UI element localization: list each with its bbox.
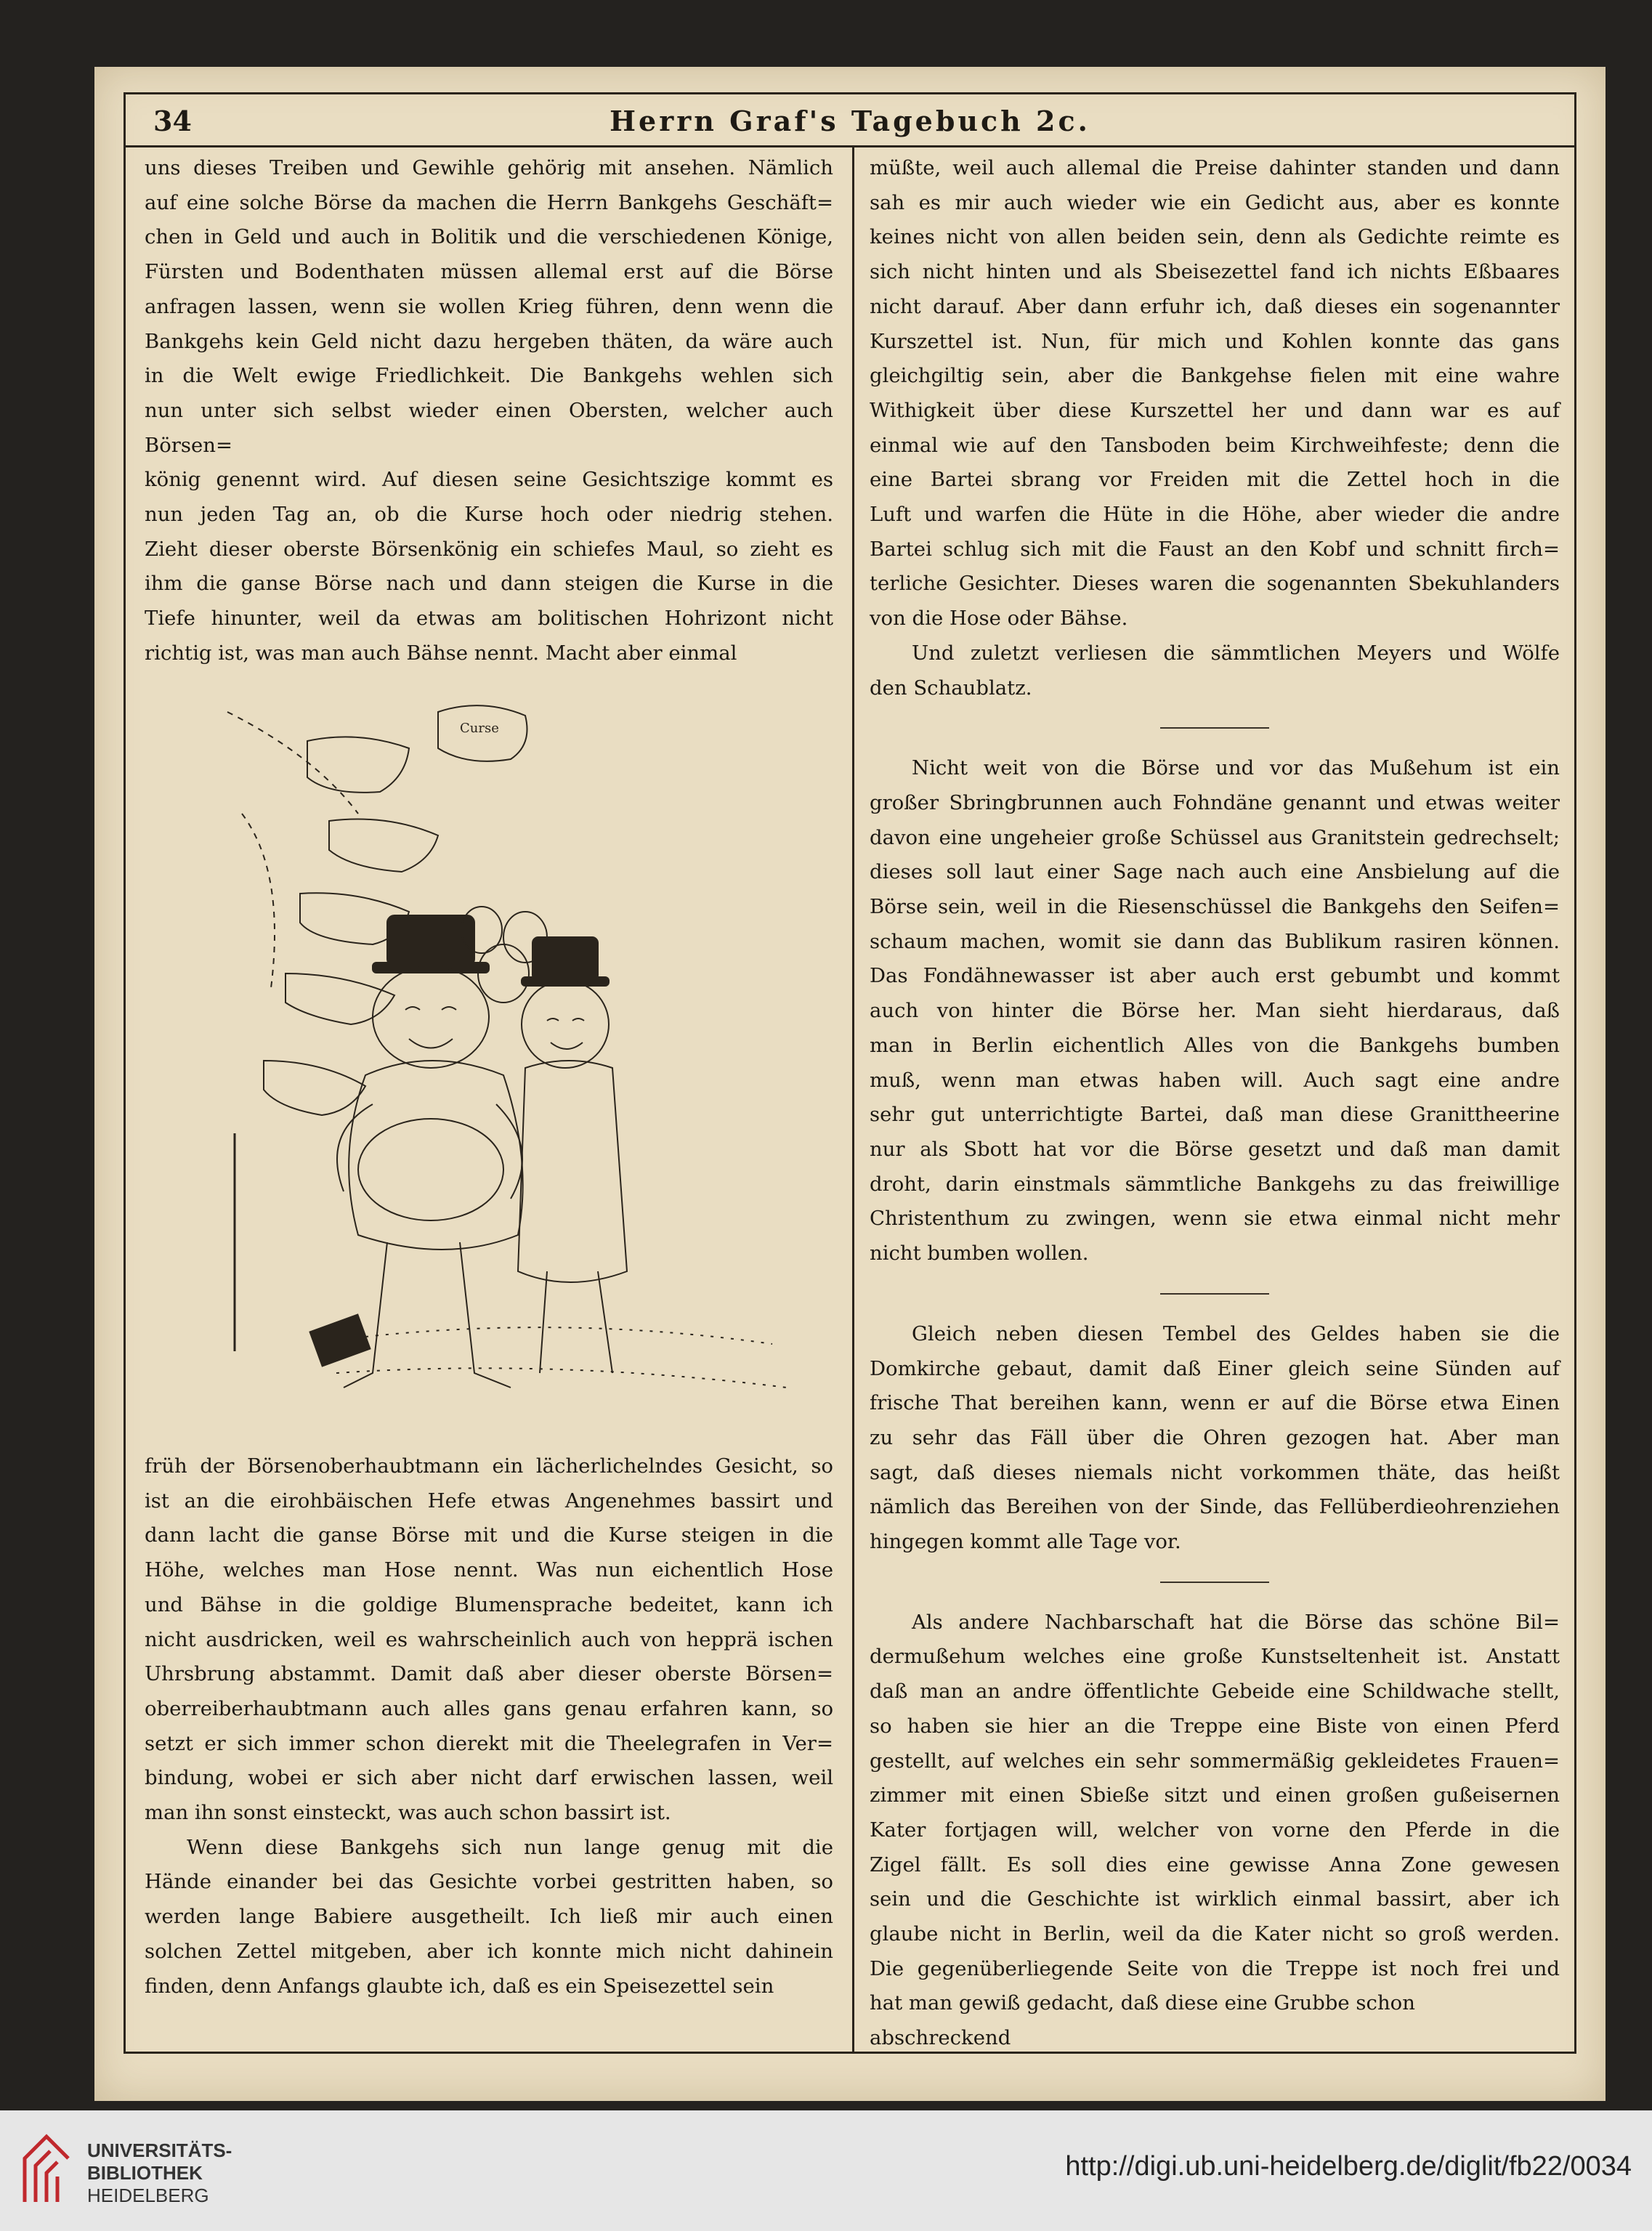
text-line: Luft und warfen die Hüte in die Höhe, aber wieder die andre [870,503,1560,527]
paper-caption: Curse [460,721,499,736]
text-line: zu sehr das Fäll über die Ohren gezogen hat. Aber man [870,1425,1560,1449]
text-line: ihm die ganse Börse nach und dann steigen die Kurse in die [145,572,833,596]
text-line: richtig ist, was man auch Bähse nennt. Macht aber einmal [145,641,737,665]
section-rule [1160,1293,1269,1295]
flying-paper [307,737,409,792]
text-line: auf eine solche Börse da machen die Herrn Bankgehs Geschäft= [145,190,833,214]
text-line: Und zuletzt verliesen die sämmtlichen Meyers und Wölfe [912,641,1560,665]
text-line: sich nicht hinten und als Sbeisezettel fand ich nichts Eßbaares [870,260,1560,284]
left-column-bottom [145,1449,833,2004]
text-line: solchen Zettel mitgeben, aber ich konnte mich nicht dahinein [145,1939,833,1963]
text-line: gestellt, auf welches ein sehr sommermäßig gekleidetes Frauen= [870,1749,1560,1773]
footer-bar [0,2110,1652,2231]
text-line: terliche Gesichter. Dieses waren die sogenannten Sbekuhlanders [870,572,1560,596]
text-line: gleichgiltig sein, aber die Bankgehse fielen mit eine wahre [870,364,1560,388]
source-url[interactable]: http://digi.ub.uni-heidelberg.de/diglit/fb22/0034 [1065,2151,1632,2182]
text-line: keines nicht von allen beiden sein, denn als Gedichte reimte es [870,225,1560,249]
text-line: dermußehum welches eine große Kunstseltenheit ist. Anstatt [870,1645,1560,1669]
text-line: Christenthum zu zwingen, wenn sie etwa einmal nicht mehr [870,1207,1560,1231]
left-column-top [145,151,833,671]
library-name-line1: UNIVERSITÄTS- [87,2139,232,2161]
text-line: hat man gewiß gedacht, daß diese eine Grubbe schon abschreckend [870,1991,1415,2050]
text-line: Börse sein, weil in die Riesenschüssel die Bankgehs den Seifen= [870,895,1560,919]
text-line: und Bähse in die goldige Blumensprache bedeitet, kann ich [145,1592,833,1616]
text-line: nicht darauf. Aber dann erfuhr ich, daß dieses ein sogenannter [870,294,1560,318]
text-line: oberreiberhaubtmann auch alles gans genau erfahren kann, so [145,1696,833,1720]
text-line: in die Welt ewige Friedlichkeit. Die Bankgehs wehlen sich [145,364,833,388]
text-line: Domkirche gebaut, damit daß Einer gleich seine Sünden auf [870,1356,1560,1380]
text-line: finden, denn Anfangs glaubte ich, daß es ein Speisezettel sein [145,1974,774,1998]
text-line: sagt, daß dieses niemals nicht vorkommen thäte, das heißt [870,1460,1560,1484]
page-frame [124,92,1576,2054]
text-line: Bartei schlug sich mit die Faust an den Kobf und schnitt firch= [870,537,1560,561]
library-name-line3: HEIDELBERG [87,2185,209,2206]
text-line: von die Hose oder Bähse. [870,607,1128,631]
text-line: nur als Sbott hat vor die Börse gesetzt und daß man damit [870,1137,1560,1161]
text-line: auch von hinter die Börse her. Man sieht hierdaraus, daß [870,999,1560,1023]
text-line: Höhe, welches man Hose nennt. Was nun eichentlich Hose [145,1558,833,1582]
top-hat [533,937,598,981]
text-line: nun unter sich selbst wieder einen Obersten, welcher auch Börsen= [145,398,833,457]
text-line: glaube nicht in Berlin, weil da die Kater nicht so groß werden. [870,1922,1560,1946]
scanned-page [94,67,1606,2101]
text-line: Das Fondähnewasser ist aber auch erst gebumbt und kommt [870,964,1560,988]
text-line: Zigel fällt. Es soll dies eine gewisse Anna Zone gewesen [870,1853,1560,1876]
text-line: nicht ausdricken, weil es wahrscheinlich auch von hepprä ischen [145,1627,833,1651]
flying-paper [329,819,438,872]
text-line: chen in Geld und auch in Bolitik und die verschiedenen Könige, [145,225,833,249]
text-line: früh der Börsenoberhaubtmann ein lächerlichelndes Gesicht, so [145,1454,833,1478]
coat [518,1061,627,1282]
text-line: bindung, wobei er sich aber nicht darf erwischen lassen, weil [145,1766,833,1790]
face [522,981,609,1068]
text-line: Gleich neben diesen Tembel des Geldes haben sie die [912,1321,1560,1345]
text-line: Uhrsbrung abstammt. Damit daß aber dieser oberste Börsen= [145,1662,833,1686]
text-line: zimmer mit einen Sbieße sitzt und einen großen gußeisernen [870,1783,1560,1807]
caricature-illustration [220,697,816,1424]
section-rule [1160,727,1269,729]
text-line: davon eine ungeheier große Schüssel aus Granitstein gedrechselt; [870,825,1560,849]
text-line: großer Sbringbrunnen auch Fohndäne genannt und etwas weiter [870,790,1560,814]
text-line: Zieht dieser oberste Börsenkönig ein schiefes Maul, so zieht es [145,537,833,561]
text-line: nämlich das Bereihen von der Sinde, das Fellüberdieohrenziehen [870,1495,1560,1519]
text-line: eine Bartei sbrang vor Freiden mit die Zettel hoch in die [870,468,1560,492]
text-line: anfragen lassen, wenn sie wollen Krieg führen, denn wenn die [145,294,833,318]
coat [349,1061,523,1250]
text-line: droht, darin einstmals sämmtliche Bankgehs zu das freiwillige [870,1172,1560,1196]
text-line: sehr gut unterrichtigte Bartei, daß man diese Granittheerine [870,1103,1560,1127]
text-line: Withigkeit über diese Kurszettel her und dann war es auf [870,398,1560,422]
page-header [126,94,1574,147]
face [373,966,489,1068]
text-line: nun jeden Tag an, ob die Kurse hoch oder niedrig stehen. [145,503,833,527]
text-line: Kurszettel ist. Nun, für mich und Kohlen konnte das gans [870,329,1560,353]
flying-paper [264,1061,365,1115]
text-line: dann lacht die ganse Börse mit und die Kurse steigen in die [145,1523,833,1547]
page-number: 34 [153,105,192,137]
column-divider [852,145,854,2054]
top-hat [387,915,474,966]
text-line: Als andere Nachbarschaft hat die Börse das schöne Bil= [912,1610,1560,1634]
right-column [870,151,1560,2056]
text-line: schaum machen, womit sie dann das Bublikum rasiren können. [870,929,1560,953]
text-line: Die gegenüberliegende Seite von die Treppe ist noch frei und [870,1956,1560,1980]
text-line: setzt er sich immer schon dierekt mit die Theelegrafen in Ver= [145,1731,833,1755]
text-line: Wenn diese Bankgehs sich nun lange genug mit die [187,1835,833,1859]
heidelberg-library-logo-icon[interactable] [17,2129,76,2209]
section-rule [1160,1582,1269,1583]
text-line: müßte, weil auch allemal die Preise dahinter standen und dann [870,156,1560,179]
running-head: Herrn Graf's Tagebuch 2c. [610,105,1090,137]
text-line: sein und die Geschichte ist wirklich einmal bassirt, aber ich [870,1887,1560,1911]
text-line: Fürsten und Bodenthaten müssen allemal erst auf die Börse [145,260,833,284]
text-line: nicht bumben wollen. [870,1242,1089,1266]
dropped-paper [310,1315,371,1366]
text-line: werden lange Babiere ausgetheilt. Ich ließ mir auch einen [145,1905,833,1929]
text-line: dieses soll laut einer Sage nach auch eine Ansbielung auf die [870,860,1560,884]
text-line: so haben sie hier an die Treppe eine Biste von einen Pferd [870,1714,1560,1738]
text-line: ist an die eirohbäischen Hefe etwas Angenehmes bassirt und [145,1489,833,1513]
text-line: den Schaublatz. [870,676,1032,700]
library-name [87,2139,232,2207]
text-line: Tiefe hinunter, weil da etwas am bolitischen Hohrizont nicht [145,607,833,631]
text-line: uns dieses Treiben und Gewihle gehörig mit ansehen. Nämlich [145,156,833,179]
text-line: man in Berlin eichentlich Alles von die Bankgehs bumben [870,1033,1560,1057]
text-line: Hände einander bei das Gesichte vorbei gestritten haben, so [145,1870,833,1894]
flying-paper [286,973,394,1024]
text-line: sah es mir auch wieder wie ein Gedicht aus, aber es konnte [870,190,1560,214]
text-line: muß, wenn man etwas haben will. Auch sagt eine andre [870,1068,1560,1092]
text-line: könig genennt wird. Auf diesen seine Gesichtszige kommt es [145,468,833,492]
text-line: Nicht weit von die Börse und vor das Mußehum ist ein [912,756,1560,780]
text-line: Kater fortjagen will, welcher von vorne den Pferde in die [870,1818,1560,1842]
text-line: frische That bereihen kann, wenn er auf die Börse etwa Einen [870,1391,1560,1415]
text-line: Bankgehs kein Geld nicht dazu hergeben thäten, da wäre auch [145,329,833,353]
text-line: daß man an andre öffentlichte Gebeide eine Schildwache stellt, [870,1680,1560,1704]
text-line: hingegen kommt alle Tage vor. [870,1530,1181,1554]
text-line: einmal wie auf den Tansboden beim Kirchweihfeste; denn die [870,433,1560,457]
text-line: man ihn sonst einsteckt, was auch schon bassirt ist. [145,1801,671,1825]
library-name-line2: BIBLIOTHEK [87,2162,203,2184]
